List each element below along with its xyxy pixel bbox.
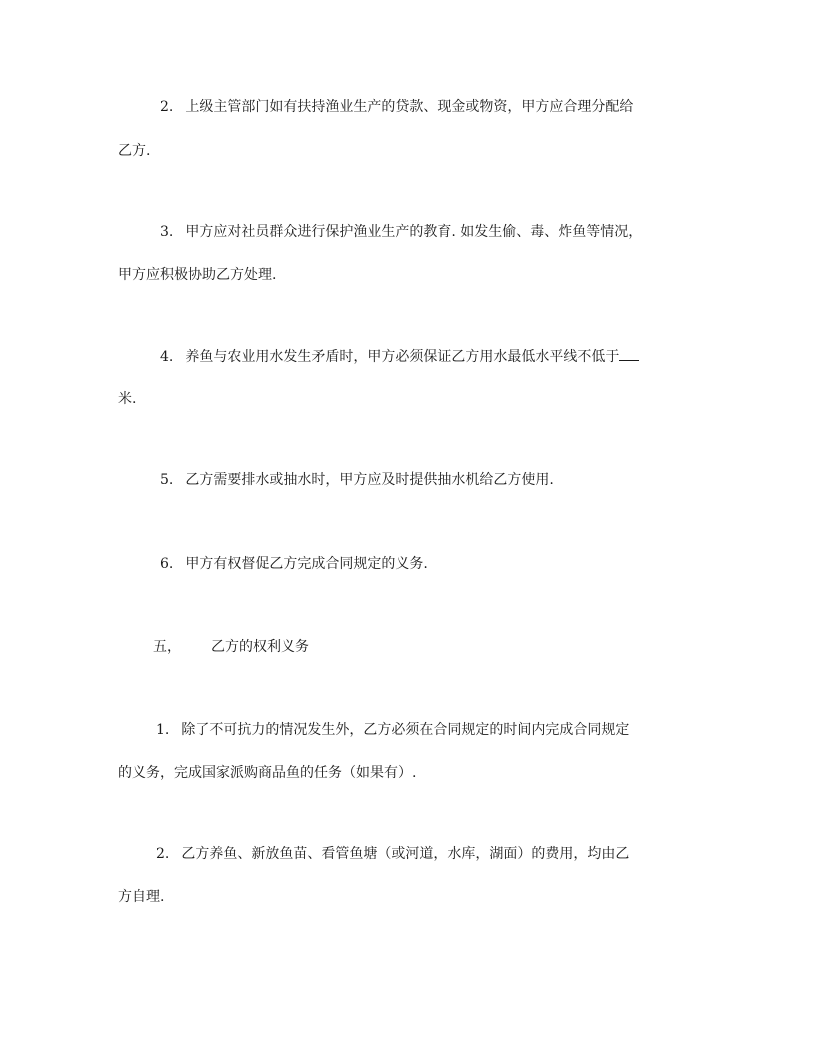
section-title: 乙方的权利义务	[211, 639, 309, 655]
paragraph-text: 乙方.	[118, 143, 151, 159]
fill-in-blank	[619, 346, 639, 361]
paragraph-item-4-line-1	[118, 346, 700, 367]
paragraph-text: 乙方需要排水或抽水时，甲方应及时提供抽水机给乙方使用.	[185, 472, 554, 488]
item-number: 3.	[160, 224, 174, 240]
paragraph-s5-item-1-line-1	[118, 720, 700, 740]
item-number: 6.	[160, 556, 174, 572]
item-number: 5.	[160, 472, 174, 488]
paragraph-text: 乙方养鱼、新放鱼苗、看管鱼塘（或河道，水库，湖面）的费用，均由乙	[181, 846, 630, 862]
paragraph-text: 甲方应对社员群众进行保护渔业生产的教育. 如发生偷、毒、炸鱼等情况，	[185, 224, 643, 240]
item-number: 4.	[160, 349, 174, 365]
paragraph-text: 养鱼与农业用水发生矛盾时，甲方必须保证乙方用水最低水平线不低于	[185, 349, 620, 365]
paragraph-s5-item-2-line-1	[118, 844, 700, 864]
item-number: 1.	[156, 722, 170, 738]
paragraph-text: 甲方有权督促乙方完成合同规定的义务.	[185, 556, 428, 572]
paragraph-item-6-line-1	[118, 554, 700, 574]
paragraph-text: 方自理.	[118, 889, 165, 905]
paragraph-item-2-line-1	[118, 97, 700, 117]
paragraph-item-5-line-1	[118, 470, 700, 490]
section-heading	[118, 637, 700, 657]
item-number: 2.	[156, 846, 170, 862]
paragraph-text: 甲方应积极协助乙方处理.	[118, 267, 277, 283]
paragraph-s5-item-2-line-2	[118, 887, 700, 907]
item-number: 2.	[160, 99, 174, 115]
paragraph-text: 米.	[118, 391, 137, 407]
paragraph-text: 的义务，完成国家派购商品鱼的任务（如果有）.	[118, 765, 417, 781]
paragraph-item-3-line-2	[118, 265, 700, 285]
paragraph-s5-item-1-line-2	[118, 763, 700, 783]
section-number: 五，	[153, 639, 181, 655]
paragraph-text: 上级主管部门如有扶持渔业生产的贷款、现金或物资，甲方应合理分配给	[185, 99, 634, 115]
paragraph-item-3-line-1	[118, 222, 700, 242]
paragraph-item-2-line-2	[118, 141, 700, 161]
paragraph-item-4-line-2	[118, 389, 700, 409]
paragraph-text: 除了不可抗力的情况发生外，乙方必须在合同规定的时间内完成合同规定	[181, 722, 630, 738]
